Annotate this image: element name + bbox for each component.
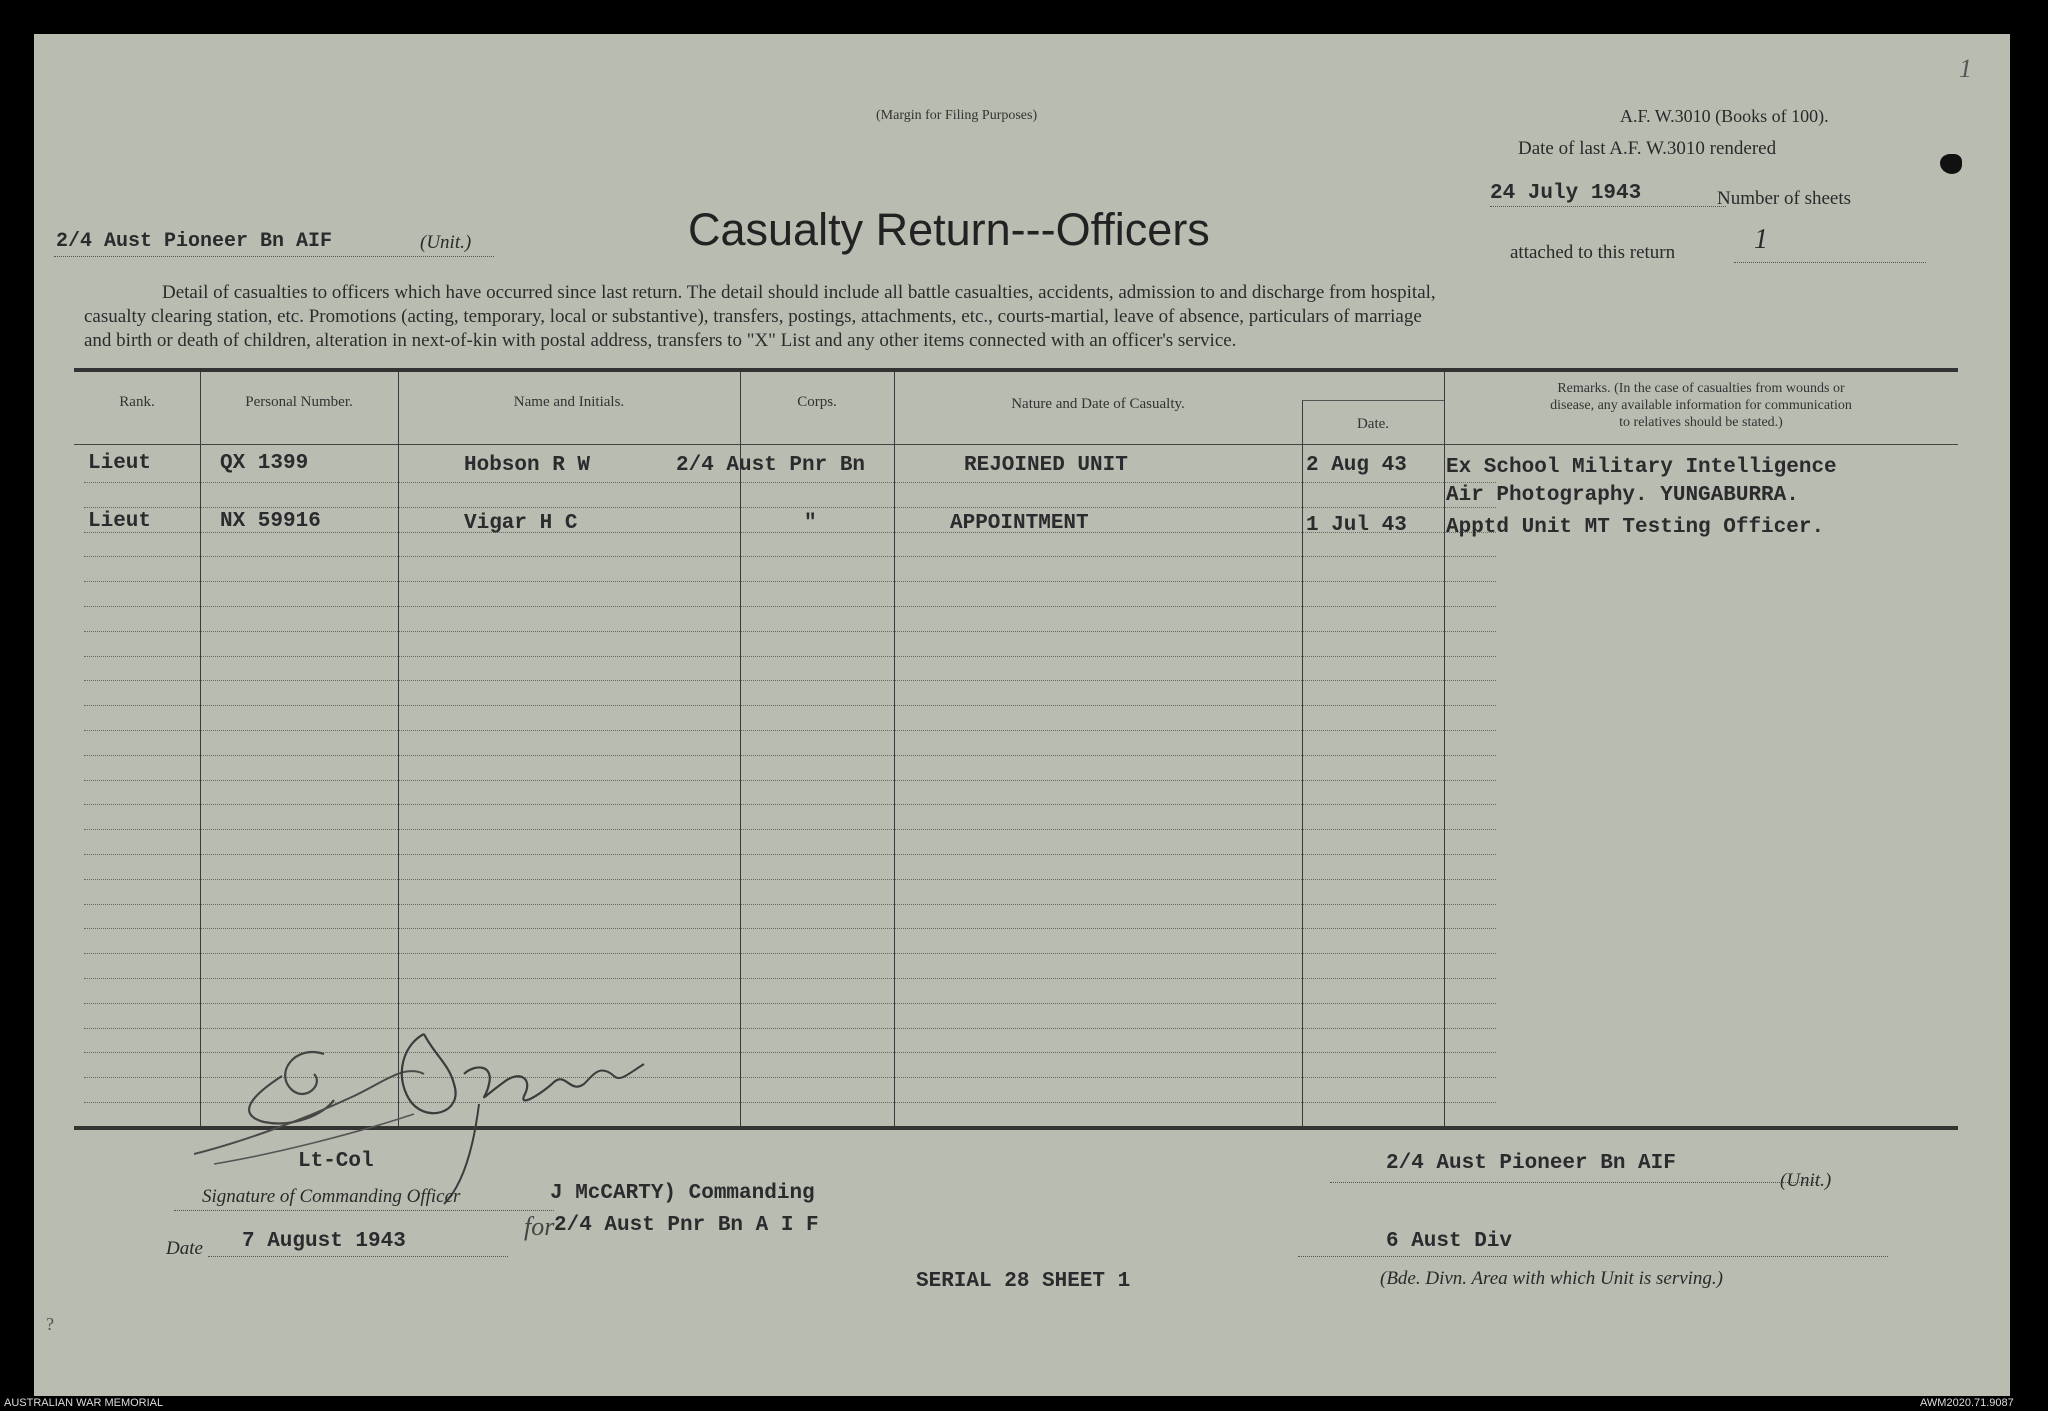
header-name: Name and Initials.: [513, 394, 625, 410]
header-rule: [74, 444, 1958, 445]
header-rank: Rank.: [119, 394, 155, 410]
for-mark: for: [524, 1212, 555, 1241]
header-remarks: [1444, 380, 1958, 431]
archive-credit: AUSTRALIAN WAR MEMORIAL: [4, 1397, 164, 1409]
date-header-rule: [1302, 400, 1444, 401]
ruled-line: [84, 978, 1496, 979]
col-divider-6: [1444, 372, 1445, 1126]
header-date: Date.: [1356, 416, 1390, 432]
instructions-line-2: casualty clearing station, etc. Promotions (acting, temporary, local or substantive), transfers, postings, attachments, etc., courts-martial, leave of absence, particulars of marriage: [84, 306, 1422, 327]
col-divider-4: [894, 372, 895, 1126]
ruled-line: [84, 854, 1496, 855]
attached-line: [1734, 262, 1926, 263]
ruled-line: [84, 581, 1496, 582]
row-2-rank: Lieut: [88, 510, 152, 533]
signature-label: Signature of Commanding Officer: [202, 1186, 461, 1207]
ruled-line: [84, 606, 1496, 607]
row-1-remarks-2: Air Photography. YUNGABURRA.: [1446, 484, 1799, 507]
table-top-rule: [74, 368, 1958, 372]
row-2-date: 1 Jul 43: [1306, 514, 1407, 537]
ruled-line: [84, 904, 1496, 905]
header-nature: Nature and Date of Casualty.: [1011, 396, 1185, 412]
date-label: Date: [166, 1238, 203, 1259]
archive-id: AWM2020.71.9087: [1920, 1397, 2014, 1409]
col-divider-5: [1302, 400, 1303, 1126]
ruled-line: [84, 705, 1496, 706]
row-2-name: Vigar H C: [464, 512, 578, 535]
header-remarks-line-1: Remarks. (In the case of casualties from wounds or: [1557, 381, 1845, 396]
ruled-line: [84, 879, 1496, 880]
document-sheet: [34, 34, 2010, 1396]
division-value: 6 Aust Div: [1386, 1230, 1513, 1253]
row-1-corps: 2/4 Aust Pnr Bn: [676, 454, 866, 477]
footer-unit-typed: 2/4 Aust Pnr Bn A I F: [554, 1214, 819, 1237]
unit-top-label: (Unit.): [420, 232, 472, 253]
header-personal-number: Personal Number.: [245, 394, 353, 410]
ruled-line: [84, 556, 1496, 557]
ruled-line: [84, 482, 1496, 483]
unit-bottom-line: [1330, 1182, 1816, 1183]
footer-name-typed: J McCARTY) Commanding: [550, 1182, 815, 1205]
division-line: [1298, 1256, 1888, 1257]
page-number-mark: 1: [1959, 54, 1972, 83]
division-label: (Bde. Divn. Area with which Unit is serving.): [1380, 1268, 1724, 1289]
margin-note: (Margin for Filing Purposes): [876, 108, 1038, 123]
ruled-line: [84, 680, 1496, 681]
attached-label: attached to this return: [1510, 242, 1676, 263]
corner-mark: ?: [46, 1314, 54, 1334]
row-2-corps: ": [804, 512, 817, 535]
header-remarks-line-3: to relatives should be stated.): [1619, 415, 1783, 430]
instructions-line-3: and birth or death of children, alteration in next-of-kin with postal address, transfers to "X" List and any other items connected with an officer's service.: [84, 330, 1237, 351]
unit-bottom-value: 2/4 Aust Pioneer Bn AIF: [1386, 1152, 1676, 1175]
date-last-label: Date of last A.F. W.3010 rendered: [1518, 138, 1777, 159]
row-1-number: QX 1399: [220, 452, 309, 475]
col-divider-3: [740, 372, 741, 1126]
row-1-nature: REJOINED UNIT: [964, 454, 1128, 477]
serial-sheet: SERIAL 28 SHEET 1: [916, 1270, 1131, 1293]
date-last-line: [1490, 206, 1726, 207]
date-value: 7 August 1943: [242, 1230, 406, 1253]
punch-hole: [1940, 154, 1962, 174]
ruled-line: [84, 804, 1496, 805]
ruled-line: [84, 829, 1496, 830]
ruled-line: [84, 631, 1496, 632]
ruled-line: [84, 755, 1496, 756]
row-1-rank: Lieut: [88, 452, 152, 475]
footer-rank-typed: Lt-Col: [298, 1150, 374, 1173]
date-line: [208, 1256, 508, 1257]
row-2-number: NX 59916: [220, 510, 321, 533]
row-2-nature: APPOINTMENT: [950, 512, 1089, 535]
row-1-date: 2 Aug 43: [1306, 454, 1407, 477]
row-1-remarks-1: Ex School Military Intelligence: [1446, 456, 1837, 479]
instructions-line-1: Detail of casualties to officers which have occurred since last return. The detail should include all battle casualties, accidents, admission to and discharge from hospital,: [162, 282, 1436, 303]
signature-line: [174, 1210, 554, 1211]
row-2-remarks-1: Apptd Unit MT Testing Officer.: [1446, 516, 1825, 539]
header-corps: Corps.: [797, 394, 837, 410]
ruled-line: [84, 928, 1496, 929]
sheets-label: Number of sheets: [1717, 188, 1852, 209]
ruled-line: [84, 507, 1496, 508]
header-remarks-line-2: disease, any available information for communication: [1550, 398, 1852, 413]
row-1-name: Hobson R W: [464, 454, 591, 477]
unit-top-line: [54, 256, 494, 257]
attached-value: 1: [1754, 224, 1768, 255]
ruled-line: [84, 730, 1496, 731]
form-code: A.F. W.3010 (Books of 100).: [1620, 106, 1829, 126]
page-title: Casualty Return---Officers: [688, 204, 1210, 255]
unit-top-value: 2/4 Aust Pioneer Bn AIF: [56, 230, 333, 253]
unit-bottom-label: (Unit.): [1780, 1170, 1832, 1191]
date-last-value: 24 July 1943: [1490, 182, 1642, 205]
ruled-line: [84, 780, 1496, 781]
ruled-line: [84, 656, 1496, 657]
ruled-line: [84, 953, 1496, 954]
